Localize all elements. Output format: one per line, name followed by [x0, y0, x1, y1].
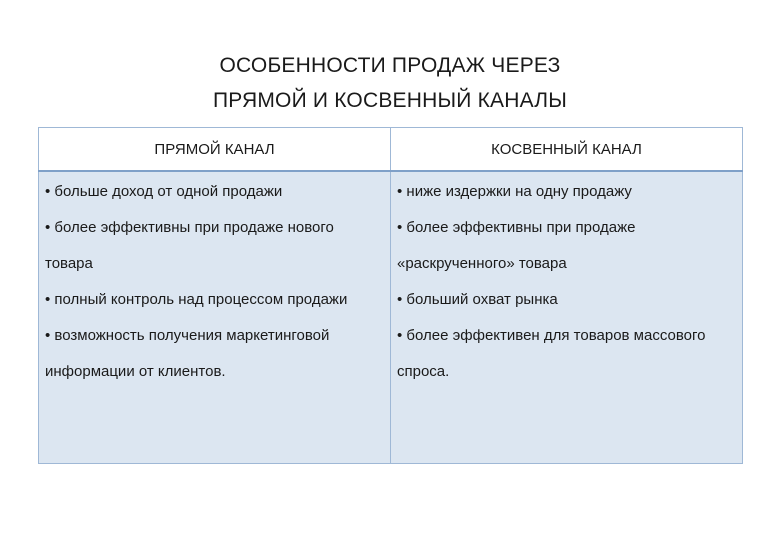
- comparison-table: [38, 127, 743, 464]
- header-direct-channel: ПРЯМОЙ КАНАЛ: [39, 128, 391, 172]
- indirect-channel-cell: [391, 171, 743, 464]
- indirect-item-2: • более эффективны при продаже «раскрученного» товара: [397, 219, 636, 272]
- title-line-1: ОСОБЕННОСТИ ПРОДАЖ ЧЕРЕЗ: [219, 54, 561, 78]
- direct-item-2: • более эффективны при продаже нового товара: [45, 219, 334, 272]
- title-line-2: ПРЯМОЙ И КОСВЕННЫЙ КАНАЛЫ: [212, 89, 568, 113]
- header-indirect-channel: КОСВЕННЫЙ КАНАЛ: [391, 128, 743, 172]
- header-row: [39, 128, 743, 172]
- direct-item-3: • полный контроль над процессом продажи: [45, 291, 348, 308]
- content-row: [39, 171, 743, 464]
- slide-title: [0, 48, 780, 118]
- direct-item-1: • больше доход от одной продажи: [45, 183, 283, 200]
- direct-item-4: • возможность получения маркетинговой информации от клиентов.: [45, 327, 330, 380]
- direct-channel-cell: [39, 171, 391, 464]
- indirect-item-3: • больший охват рынка: [397, 291, 558, 308]
- indirect-item-4: • более эффективен для товаров массового спроса.: [397, 327, 706, 380]
- indirect-item-1: • ниже издержки на одну продажу: [397, 183, 632, 200]
